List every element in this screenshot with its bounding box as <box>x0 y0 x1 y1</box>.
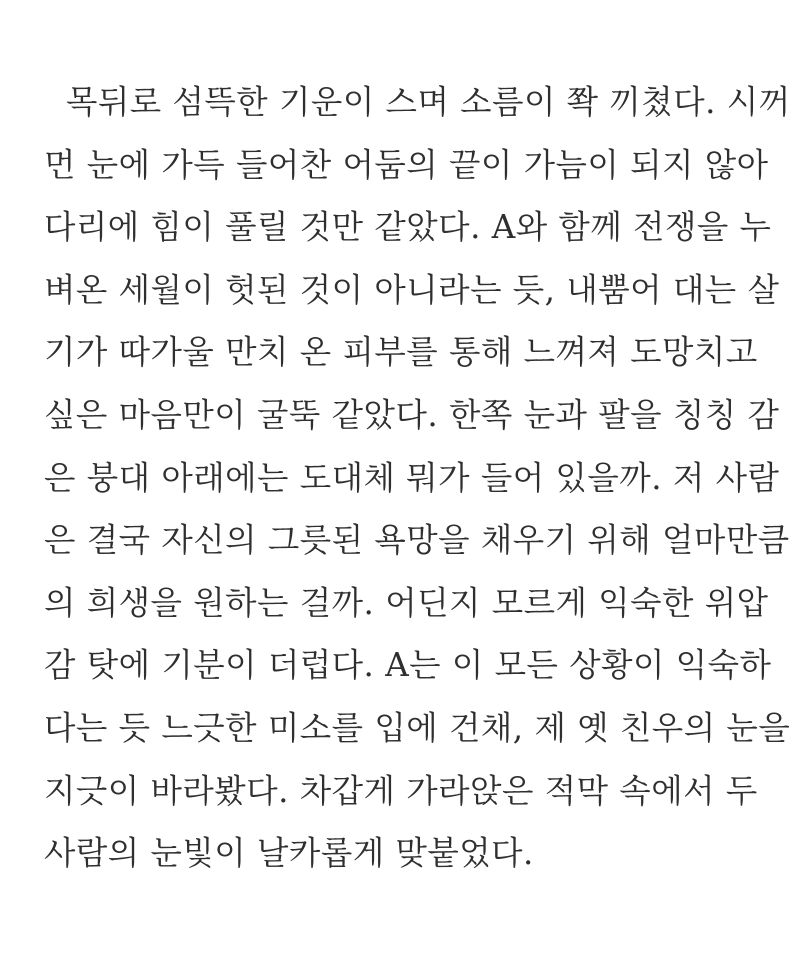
paragraph <box>44 82 791 896</box>
text-line-6: 싶은 마음만이 굴뚝 같았다. 한쪽 눈과 팔을 칭칭 감 <box>44 395 780 434</box>
text-line-10: 감 탓에 기분이 더럽다. A는 이 모든 상황이 익숙하 <box>44 646 772 685</box>
text-line-11: 다는 듯 느긋한 미소를 입에 건채, 제 옛 친우의 눈을 <box>44 708 791 747</box>
text-line-5: 기가 따가울 만치 온 피부를 통해 느껴져 도망치고 <box>44 333 758 372</box>
text-line-1: 목뒤로 섬뜩한 기운이 스며 소름이 쫙 끼쳤다. 시꺼 <box>66 83 791 121</box>
text-line-13: 사람의 눈빛이 날카롭게 맞붙었다. <box>44 834 534 873</box>
text-line-8: 은 결국 자신의 그릇된 욕망을 채우기 위해 얼마만큼 <box>44 521 790 560</box>
text-line-2: 먼 눈에 가득 들어찬 어둠의 끝이 가늠이 되지 않아 <box>44 145 769 184</box>
text-line-7: 은 붕대 아래에는 도대체 뭐가 들어 있을까. 저 사람 <box>44 458 780 497</box>
text-line-12: 지긋이 바라봤다. 차갑게 가라앉은 적막 속에서 두 <box>44 771 758 810</box>
text-line-9: 의 희생을 원하는 걸까. 어딘지 모르게 익숙한 위압 <box>44 583 769 622</box>
text-line-3: 다리에 힘이 풀릴 것만 같았다. A와 함께 전쟁을 누 <box>44 208 772 247</box>
text-line-4: 벼온 세월이 헛된 것이 아니라는 듯, 내뿜어 대는 살 <box>44 270 780 309</box>
